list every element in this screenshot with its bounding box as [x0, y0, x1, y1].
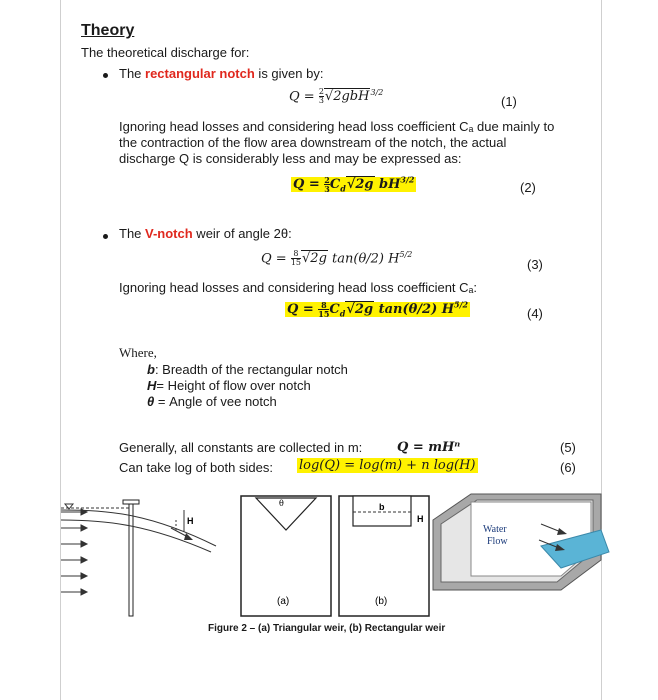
where-item: H= Height of flow over notch [147, 378, 311, 393]
equation-1: Q = $\frac{2}{3}$ √2gbH$^{3/2}$ [289, 87, 384, 106]
label-b-caption: (b) [375, 596, 388, 607]
general-line2: Can take log of both sides: [119, 460, 273, 475]
bullet1-pre: The [119, 66, 146, 81]
para-line: Ignoring head losses and considering head loss coefficient Cₐ due mainly to [119, 119, 555, 134]
figure-caption: Figure 2 – (a) Triangular weir, (b) Rectangular weir [208, 623, 446, 634]
bullet2-post: weir of angle 2θ: [192, 226, 292, 241]
bullet-dot [103, 73, 108, 78]
bullet1-highlight: rectangular notch [145, 66, 255, 81]
label-a: (a) [277, 596, 290, 607]
bullet2-text [119, 226, 292, 242]
equation-2-number: (2) [520, 180, 536, 195]
where-item: θ = Angle of vee notch [147, 394, 277, 409]
weir-figure [1, 490, 658, 640]
where-list [147, 362, 348, 410]
bullet2-paragraph: Ignoring head losses and considering head loss coefficient Cₐ: [119, 280, 477, 295]
general-line1: Generally, all constants are collected in m: [119, 440, 363, 455]
intro-text: The theoretical discharge for: [81, 45, 250, 60]
equation-5-number: (5) [560, 440, 576, 455]
equation-5: Q = mHⁿ [397, 440, 461, 455]
document-page [60, 0, 602, 700]
water-flow-label: Water Flow [483, 524, 508, 547]
bullet2-highlight: V-notch [145, 226, 193, 241]
label-H-left: H [187, 516, 194, 526]
bullet1-post: is given by: [254, 66, 324, 81]
bullet1-text [119, 66, 323, 82]
equation-1-number: (1) [501, 94, 517, 109]
label-b: b [379, 502, 385, 512]
heading: Theory [81, 22, 135, 39]
equation-6-number: (6) [560, 460, 576, 475]
label-H-right: H [417, 514, 424, 524]
bullet-dot [103, 234, 108, 239]
para-line: discharge Q is considerably less and may be expressed as: [119, 151, 462, 166]
flow-arrows [61, 509, 87, 595]
equation-4: Q = $\frac{8}{15}$ $C_d√2g$ tan(θ/2) $H^{5/2}$ [287, 300, 469, 320]
equation-3: Q = $\frac{8}{15}$ √2g tan(θ/2) $H^{5/2}$ [261, 249, 413, 268]
bullet1-paragraph [119, 119, 589, 167]
label-theta: θ [279, 499, 284, 508]
equation-2: Q = $\frac{2}{3}$ $C_d√2g$ $bH^{3/2}$ [293, 175, 415, 195]
where-title: Where, [119, 345, 157, 360]
equation-3-number: (3) [527, 257, 543, 272]
bullet2-pre: The [119, 226, 146, 241]
where-item: b: Breadth of the rectangular notch [147, 362, 348, 377]
para-line: the contraction of the flow area downstream of the notch, the actual [119, 135, 507, 150]
equation-4-number: (4) [527, 306, 543, 321]
equation-6: log(Q) = log(m) + n log(H) [299, 458, 476, 473]
